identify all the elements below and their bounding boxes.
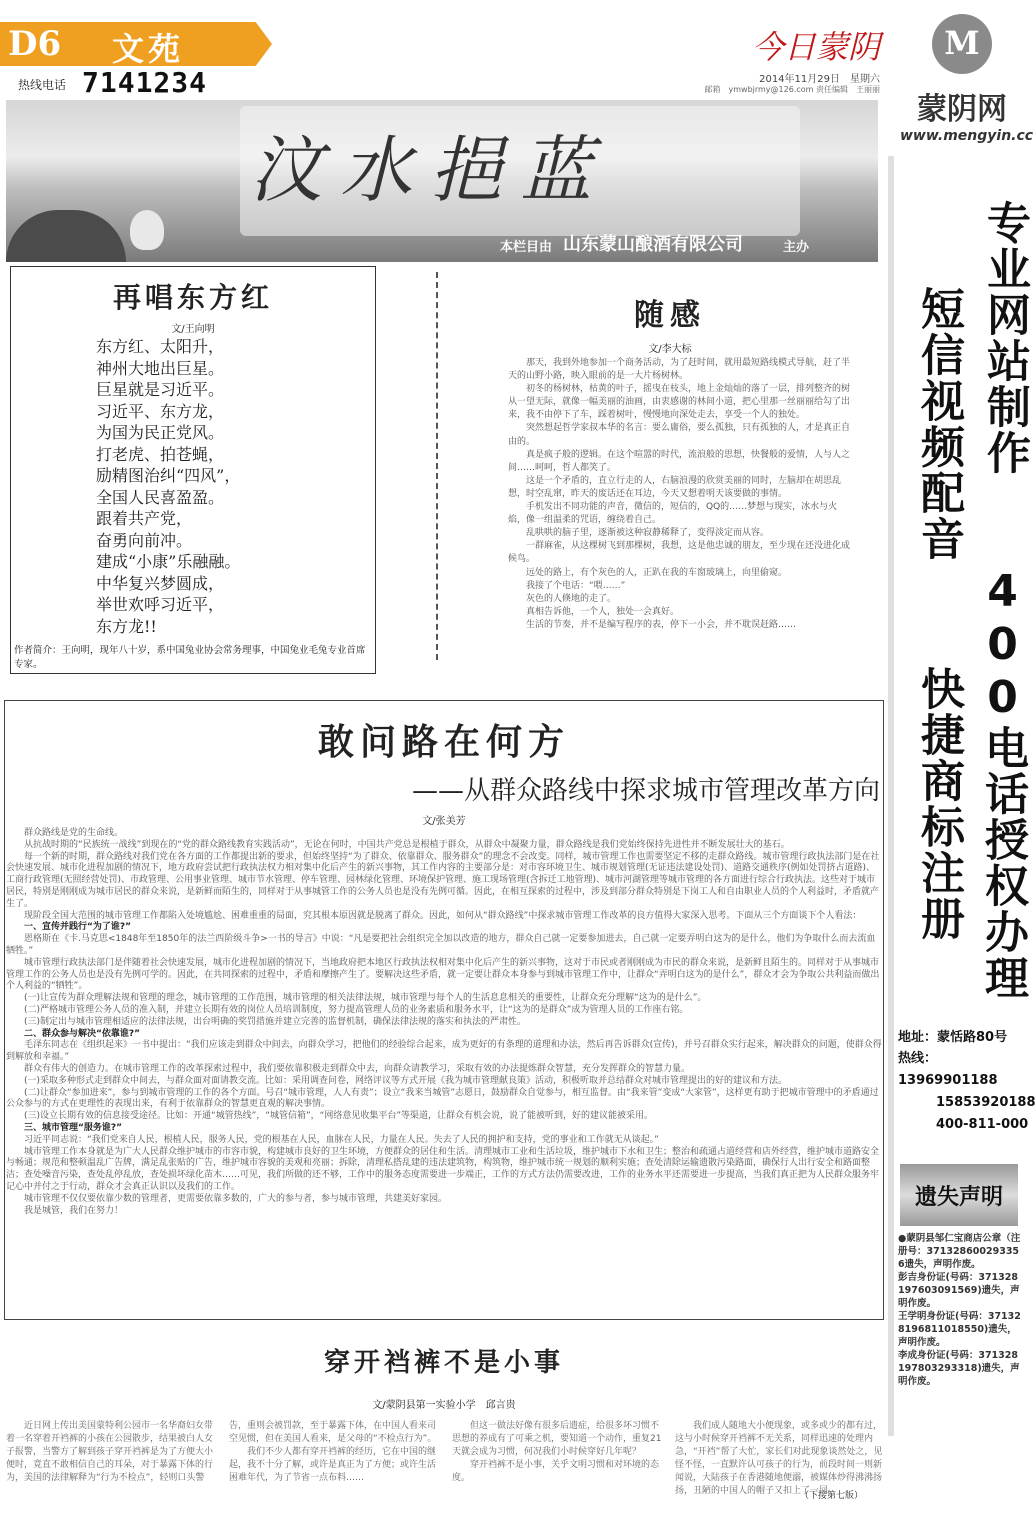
sponsor-suffix: 主办 [783,240,810,255]
article-body [6,828,882,1217]
hotline-number: 7141234 [82,66,208,99]
column-divider [436,272,444,660]
article-subtitle: ——从群众路线中探求城市管理改革方向 [411,776,880,806]
article-heading: 三、城市管理“服务谁?” [24,1122,123,1133]
article-paragraph: (二)严格城市管理公务人员的准入制，并建立长期有效的岗位人员培训制度，努力提高管理人员的业务素质和服务水平，让“这为的是群众”成为管理人员的工作座右铭。 [24,1004,689,1015]
article-paragraph: (二)让群众“参加进来”，参与到城市管理的工作的各个方面。号召“城市管理，人人有责”；设立“我来当城管”志愿日，鼓励群众自觉参与，相互监督。由“我来管”变成“大家管”，这样更有助于把城市管理中的矛盾通过公众参与的方式在更理性的表现出来，有利于依靠群众的智慧更直观的解决事情。 [6,1087,879,1110]
article-paragraph: (一)让宣传为群众理解法规和管理的理念，城市管理的工作范围，城市管理的相关法律法规，城市管理与每个人的生活息息相关的重要性，让群众充分理解“这为的是什么”。 [24,993,707,1004]
article-paragraph: 毛泽东同志在《组织起来》一书中提出：“我们应该走到群众中间去，向群众学习，把他们的经验综合起来，成为更好的有条理的道理和办法，然后再告诉群众(宣传)，并号召群众实行起来，解决群众的问题，使群众得到解放和幸福。” [6,1040,882,1063]
sponsor-prefix: 本栏目由 [500,240,553,255]
essay-paragraph: 手机发出不同功能的声音，微信的，短信的，QQ的……梦想与现实，冰水与火焰，像一组温柔的咒语，缠绕着自己。 [508,502,838,526]
poem-line: 为国为民正党风。 [96,423,225,442]
essay-body [508,357,854,632]
ad-phone: 15853920188 [936,1095,1036,1110]
essay-author: 文/李大标 [648,344,692,355]
article-paragraph: 我是城管，我们在努力！ [24,1205,124,1216]
poem-line: 习近平、东方龙， [96,401,225,421]
child-article-author: 文/蒙阴县第一实验小学 邱言贵 [372,1400,516,1411]
essay-paragraph: 突然想起哲学家叔本华的名言：要么庸俗，要么孤独，只有孤独的人，才是真正自由的。 [508,423,851,447]
essay-paragraph: 灰色的人倏地的走了。 [526,593,617,604]
lotus-flower-icon [130,210,164,250]
article-paragraph: 现阶段全国大范围的城市管理工作都陷入处境尴尬、困难重重的局面，究其根本原因就是脱离了群众。因此，如何从“群众路线”中探求城市管理工作改革的良方值得大家深入思考。下面从三个方面谈下个人看法： [24,910,862,921]
banner-title: 汶水挹蓝 [250,128,611,212]
ad-line-trademark: 快捷商标注册 [913,666,964,942]
poem-line: 励精图治纠“四风”， [96,466,241,485]
ad-line-web: 专业网站制作 [979,200,1030,476]
poem-author: 文/王向明 [171,324,215,335]
ad-phone: 13969901188 [898,1073,998,1088]
ad-line-sms: 短信视频配音 [913,286,964,562]
poem-line: 跟着共产党， [96,509,193,528]
article-title: 敢问路在何方 [317,721,570,763]
lost-notice: 李成身份证(号码：371328197803293318)遗失，声明作废。 [898,1350,1020,1387]
site-name: 蒙阴网 [917,92,1007,127]
poem-line: 全国人民喜盈盈。 [96,487,225,507]
article-paragraph: 群众路线是党的生命线。 [24,828,124,838]
sponsor-name: 山东蒙山酿酒有限公司 [563,234,743,255]
poem-line: 神州大地出巨星。 [96,358,225,378]
essay-paragraph: 初冬的杨树林，枯黄的叶子，摇曳在枝头，地上金灿灿的落了一层，排列整齐的树从一望无际，就像一幅美丽的油画，由衷感谢的林间小道，把心里那一丝丽丽给勾了出来，我不由停下了车，踩着树叶，慢慢地向深处走去，享受一个人的独处。 [508,384,851,421]
child-paragraph: 但这一做法好像有很多后遗症，给很多坏习惯不思想的养成有了可乘之机，要知道一个动作，重复21天就会成为习惯，何况我们小时候穿好几年呢？ [452,1421,662,1457]
article-paragraph: 城市管理不仅仅要依靠少数的管理者，更需要依靠多数的，广大的参与者，参与城市管理，共建美好家园。 [24,1193,448,1204]
poem-line: 举世欢呼习近平， [96,595,225,614]
article-paragraph: 城市管理工作本身就是为广大人民群众维护城市的市容市貌，构建城市良好的卫生环境，方便群众的居住和生活。清理城市工业和生活垃圾，维护城市下水和卫生；整治和疏通占道经营和店外经营，维护城市道路安全与畅通；规范和整顿温乱广告牌，满足乱张贴的广告，维护城市容貌的美观和亮丽；拆除，清理私搭乱建的违法建筑物，构筑物，维护城市统一规划的顺利实施；查处清除运输遗散污染路面，确保行人出行安全和路面整洁；查处噪音污染，查处乱停乱放，查处损坏绿化苗木……可见，我们所做的还不够，工作中的服务态度需要进一步端正，工作的方式方法仍需要改进，工作的业务水平还需要进一步提高，当我们真正把为人民群众服务牢记心中并付之于行动，群众才会真正认识以及我们的工作。 [6,1146,880,1192]
child-article-title: 穿开裆裤不是小事 [323,1348,564,1378]
essay-paragraph: 那天，我到外地参加一个商务活动，为了赶时间，就用最短路线模式导航，赶了半天的山野小路，映入眼前的是一大片杨树林。 [508,358,851,382]
publication-info: 邮箱 ymwbjrmy@126.com 责任编辑 王丽丽 [704,85,880,94]
poem-line: 奋勇向前冲。 [96,530,193,550]
article-paragraph: 从抗战时期的“民族统一战线”到现在的“党的群众路线教育实践活动”，无论在何时，中国共产党总是根植于群众，从群众中凝聚力量，群众路线是我们党始终保持先进性并不断发展壮大的基石。 [24,839,790,850]
article-paragraph: 群众有伟大的创造力。在城市管理工作的改革探索过程中，我们要依靠积极走到群众中去，向群众请教学习，采取有效的办法提炼群众智慧，充分发挥群众的智慧力量。 [24,1063,691,1074]
poem-body [96,336,240,637]
lost-notice: ●蒙阴县邹仁宝商店公章（注册号：371328600293356遗失，声明作废。 [898,1233,1021,1270]
poem-line: 东方龙!! [96,616,157,636]
page-number: D6 [8,24,62,64]
publication-date: 2014年11月29日 星期六 [759,74,880,85]
article-paragraph: 城市管理行政执法部门是伴随着社会快速发展，城市化进程加剧的情况下，当地政府把本地区行政执法权相对集中化后产生的新兴事物，这对于市民或者刚刚成为市民的群众来说，是新鲜且陌生的。同样对于从事城市管理工作的公务人员也是没有先例可学的。因此，在共同探索的过程中，矛盾和摩擦产生了。要解决这些矛盾，就一定要让群众本身参与到城市管理工作中，让群众“弄明白这为的是什么”，群众才会为争取公共利益而做出个人利益的“牺牲”。 [6,957,880,992]
ad-line-400: 400电话授权办理 [977,566,1028,1001]
essay-paragraph: 远处的路上，有个灰色的人，正趴在我的车窗玻璃上，向里偷窥。 [526,567,788,578]
lost-notice: 彭吉身份证(号码：371328197603091569)遗失，声明作废。 [898,1272,1020,1309]
essay-paragraph: 真相告诉他，一个人，独处一会真好。 [526,606,680,617]
essay-paragraph: 我接了个电话：“喂……” [526,580,626,591]
child-article-body [6,1420,886,1516]
poem-line: 中华复兴梦圆成， [96,573,225,593]
ad-divider [888,156,894,1436]
poem-author-bio: 作者简介：王向明，现年八十岁，系中国兔业协会常务理事，中国兔业毛兔专业首席专家。 [14,645,366,670]
ad-address: 地址：蒙恬路80号 [898,1030,1008,1045]
lost-notice-list [898,1232,1022,1388]
site-url: www.mengyin.cc [900,128,1034,144]
article-paragraph: 每一个新的时期，群众路线对我们党在各方面的工作都提出新的要求，但始终坚持“为了群众、依靠群众、服务群众”的理念不会改变。同样，城市管理工作也需要坚定不移的走群众路线。城市管理行政执法部门是在社会快速发展、城市化进程加剧的情况下，地方政府尝试把行政执法权力相对集中化后产生的新兴事物，其工作内容的主要部分是：对市容环境卫生、城市规划管理(无证违法建设处罚)、道路交通秩序(例如处罚挤占道路)、工商行政管理(无照经营处罚)、市政管理、公用事业管理、城市节水管理、停车管理、园林绿化管理、环境保护管理、施工现场管理(含拆迁工地管理)、城市河湖管理等城市管理的各方面进行综合行政执法。这些对于城市居民，特别是刚刚成为城市居民的群众来说，是新鲜而陌生的，同样对于从事城管工作的公务人员也是没有先例可循。因此，在相互探索的过程中，涉及到部分群众特别是下岗工人和自由职业人员的个人利益时，矛盾就产生了。 [6,851,880,909]
poem-line: 东方红、太阳升， [96,337,225,356]
article-paragraph: (三)设立长期有效的信息接受途径。比如：开通“城管热线”，“城管信箱”，“网络意见收集平台”等渠道，让群众有机会说，说了能被听到，好的建议能被采用。 [24,1111,654,1122]
essay-paragraph: 生活的节奏，并不是编写程序的表，停下一小会，并不耽误赶路…… [526,619,797,630]
essay-title: 随感 [634,298,706,333]
child-paragraph: 我们成人随地大小便现象，或多或少的都有过，这与小时候穿开裆裤不无关系，同样迅速的处理内急，“开裆”帮了大忙，家长们对此现象谈然处之，见怪不怪，一直默许认可孩子的行为，前段时间一则新闻说，大陆孩子在香港随地便溺，被媒体炒得沸沸扬扬，丑陋的中国人的帽子又扣上了一回。 [675,1421,883,1496]
essay-paragraph: 这是一个矛盾的，直立行走的人，右脑浪漫的欣赏美丽的同时，左脑却在胡思乱想，时空乱窜，昨天的废话还在耳边，今天又想着明天该要做的事情。 [508,475,842,499]
child-paragraph: 近日网上传出美国蒙特利公园市一名华裔妇女带着一名穿着开裆裤的小孩在公园散步，结果被白人女子报警，当警方了解到孩子穿开裆裤是为了方便大小便时，竟直不敢相信自己的耳朵，对于暴露下体的行为，美国的法律解释为“行为不检点”，轻则口头警告，重则会被罚款，至于暴露下体，在中国人看来司空见惯，但在美国人看来，是父母的“不检点行为”。 [6,1421,437,1483]
paper-name: 今日蒙阴 [751,28,880,66]
article-paragraph: 恩格斯在《卡.马克思<1848年至1850年的法兰西阶级斗争>一书的导言》中说：“凡是要把社会组织完全加以改造的地方，群众自己就一定要参加进去，自己就一定要弄明白这为的是什么，他们为争取什么而去流血牺牲。” [6,934,876,956]
ad-phone: 400-811-000 [936,1117,1029,1132]
hotline-label: 热线电话 [18,78,67,92]
article-paragraph: (三)制定出与城市管理相适应的法律法规，出台明确的奖罚措施并建立完善的监督机制，确保法律法规的落实和执法的严肃性。 [24,1016,527,1027]
child-paragraph: 穿开裆裤不是小事，关乎文明习惯和对环境的态度。 [452,1460,660,1483]
lost-notice: 王学明身份证(号码：371328196811018550)遗失，声明作废。 [898,1311,1021,1348]
logo-letter: M [944,24,980,62]
continued-note: （下接第七版） [800,1491,864,1501]
article-paragraph: (一)采取多种形式走到群众中间去，与群众面对面请教交流。比如：采用调查问卷，网络评议等方式开展《我为城市管理献良策》活动，积极听取并总结群众对城市管理提出的好的建议和方法。 [24,1075,788,1086]
poem-line: 打老虎、拍苍蝇， [96,444,225,464]
essay-paragraph: 一群麻雀，从这棵树飞到那棵树，我想，这是他忠诚的朋友，至少现在还没进化成候鸟。 [508,541,851,565]
essay-paragraph: 乱哄哄的脑子里，逐渐被这种寂静稀释了，变得淡定而从容。 [526,528,770,539]
ad-hotline [898,1048,1036,1136]
article-heading: 一、宣传并践行“为了谁?” [24,922,132,933]
poem-title: 再唱东方红 [112,281,273,314]
ad-hotline-label: 热线： [898,1051,938,1066]
article-paragraph: 习近平同志说：“我们党来自人民，根植人民，服务人民，党的根基在人民，血脉在人民，力量在人民。失去了人民的拥护和支持，党的事业和工作就无从谈起。” [24,1134,659,1145]
essay-paragraph: 真是疯子般的逻辑。在这个喧嚣的时代，流浪般的思想，快餐般的爱情，人与人之间……呵呵，哲人都笑了。 [508,449,851,473]
article-heading: 二、群众参与解决“依靠谁?” [24,1028,141,1039]
poem-line: 建成“小康”乐融融。 [96,552,241,571]
poem-line: 巨星就是习近平。 [96,380,225,399]
section-name: 文苑 [112,30,185,68]
child-paragraph: 我们不少人都有穿开裆裤的经历，它在中国的继起，我不十分了解，或许是真正为了方便；或许生活困难年代，为了节省一点布料…… [229,1447,437,1483]
lost-notice-title: 遗失声明 [914,1185,1003,1210]
article-author: 文/张美芳 [422,816,466,827]
